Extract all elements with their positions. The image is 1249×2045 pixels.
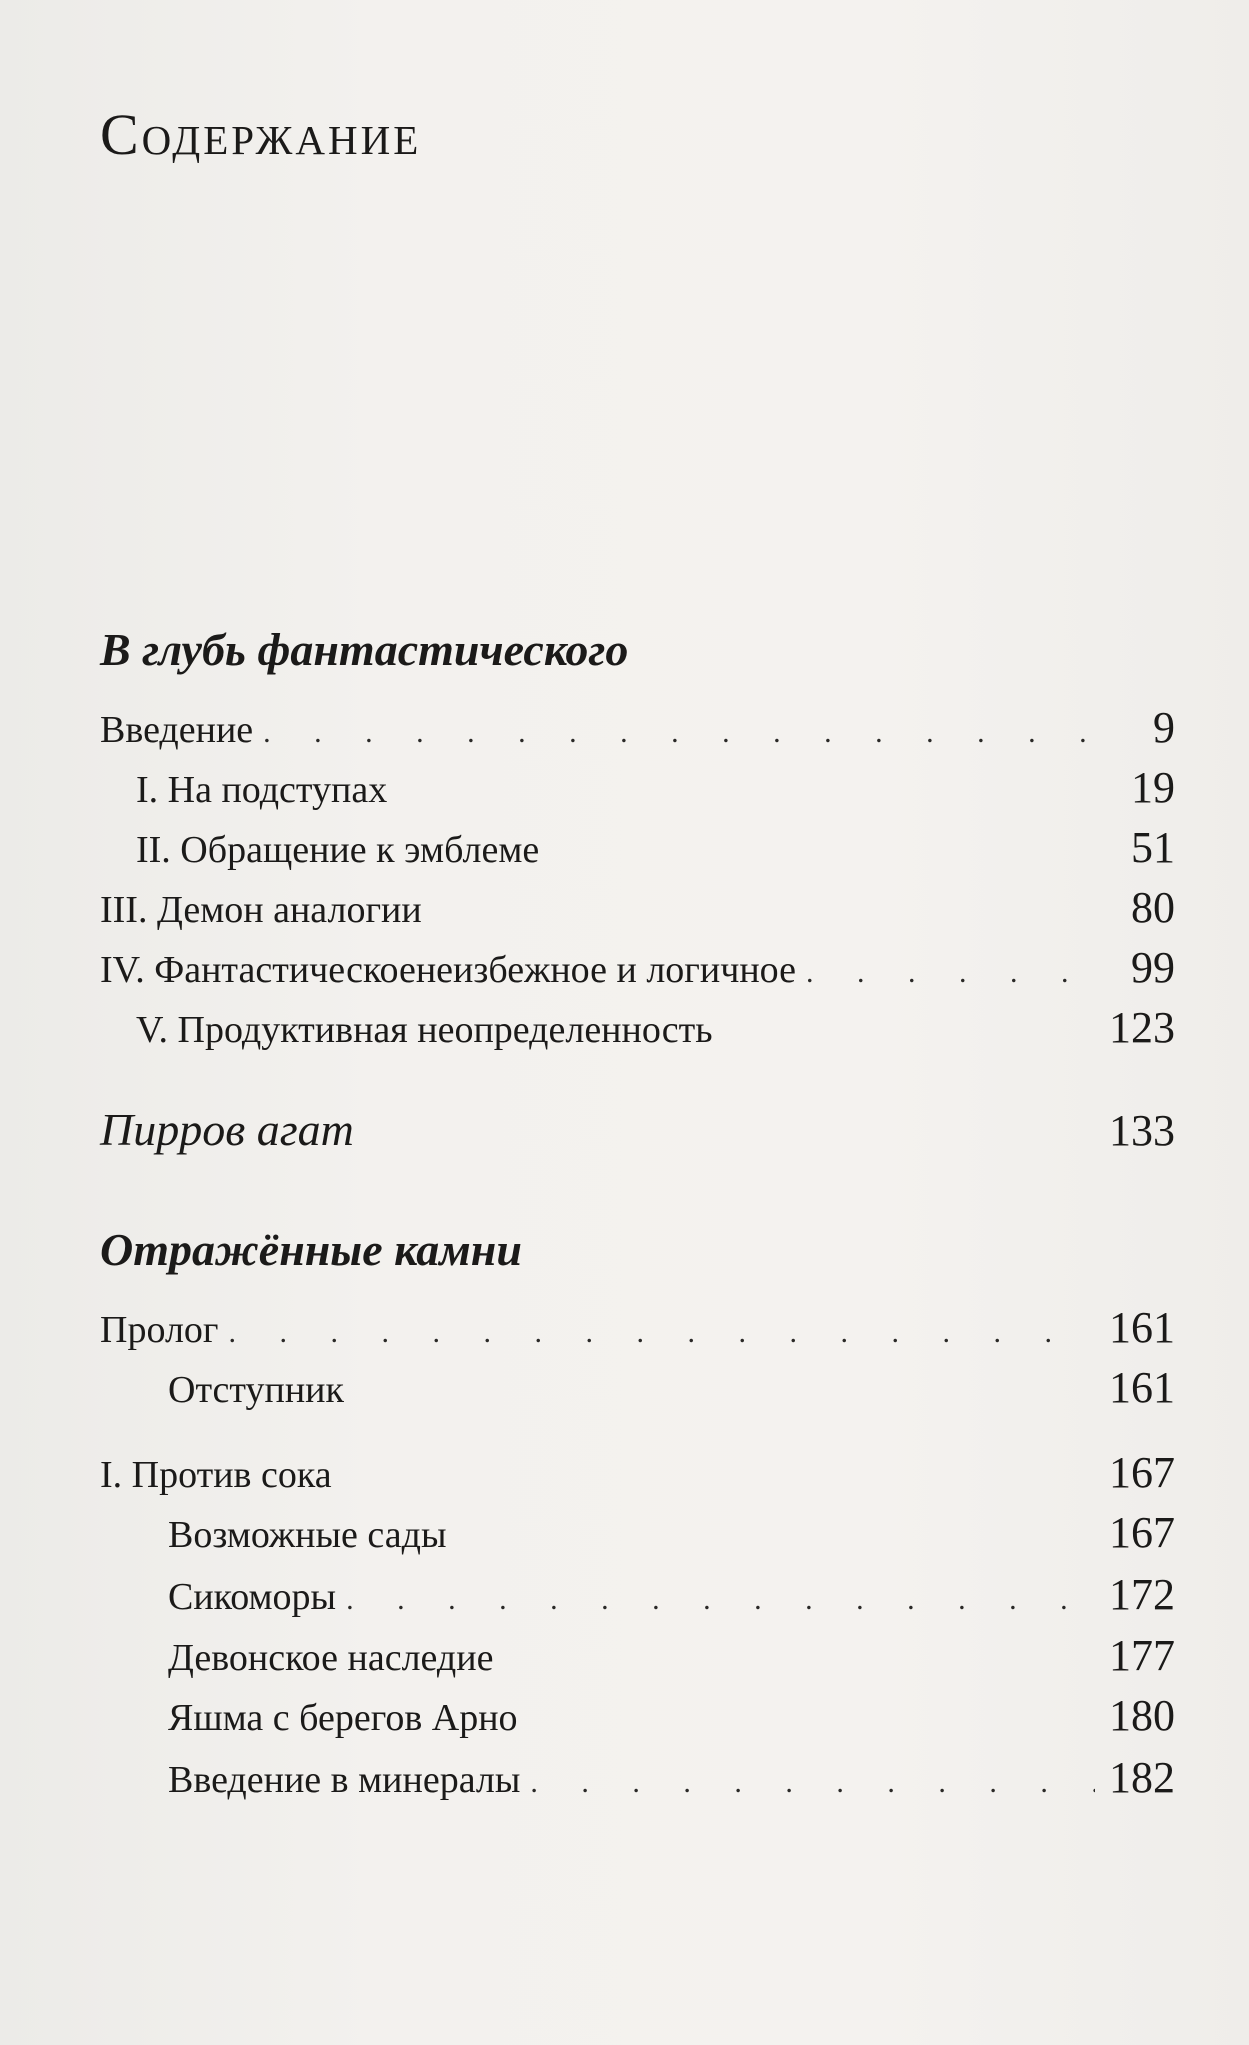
part-title: Отражённые камни: [100, 1224, 522, 1275]
entry-label: Пролог: [100, 1309, 219, 1351]
entry-page-number: 167: [1109, 1508, 1175, 1557]
toc-part-entry[interactable]: [100, 1100, 1175, 1160]
entry-page-number: 167: [1109, 1448, 1175, 1497]
entry-label: Сикоморы: [168, 1576, 337, 1618]
toc-entry[interactable]: [100, 700, 1175, 756]
entry-page-number: 177: [1109, 1631, 1175, 1680]
part-title: Пирров агат: [100, 1104, 354, 1155]
entry-label: IV. Фантастическоенеизбежное и логичное: [100, 949, 796, 991]
entry-page-number: 19: [1131, 763, 1175, 812]
entry-page-number: 9: [1153, 703, 1175, 752]
toc-entry[interactable]: [100, 1445, 1175, 1501]
entry-page-number: 51: [1131, 823, 1175, 872]
toc-entry[interactable]: [100, 1000, 1175, 1056]
entry-label: Возможные сады: [168, 1514, 447, 1556]
entry-page-number: 133: [1109, 1106, 1175, 1155]
entry-label: Яшма с берегов Арно: [168, 1697, 518, 1739]
entry-page-number: 80: [1131, 883, 1175, 932]
entry-label: Отступник: [168, 1369, 344, 1411]
dot-leader: [346, 1572, 1095, 1628]
entry-label: I. Против сока: [100, 1454, 332, 1496]
toc-entry[interactable]: [100, 1300, 1175, 1356]
dot-leader: [806, 945, 1101, 1001]
toc-entry[interactable]: [100, 940, 1175, 996]
entry-label: II. Обращение к эмблеме: [136, 829, 540, 871]
entry-page-number: 123: [1109, 1003, 1175, 1052]
entry-label: III. Демон аналогии: [100, 889, 422, 931]
toc-entry[interactable]: [100, 760, 1175, 816]
toc-entry[interactable]: [100, 1750, 1175, 1806]
toc-title: Содержание: [100, 102, 422, 167]
toc-entry[interactable]: [100, 1567, 1175, 1623]
entry-page-number: 99: [1131, 943, 1175, 992]
dot-leader: [530, 1755, 1095, 1811]
toc-entry[interactable]: [100, 820, 1175, 876]
dot-leader: [263, 705, 1101, 761]
toc-entry[interactable]: [100, 1360, 1175, 1416]
entry-page-number: 180: [1109, 1691, 1175, 1740]
entry-page-number: 161: [1109, 1303, 1175, 1352]
entry-label: Девонское наследие: [168, 1637, 494, 1679]
entry-page-number: 172: [1109, 1570, 1175, 1619]
toc-entry[interactable]: [100, 1628, 1175, 1684]
dot-leader: [229, 1305, 1096, 1361]
toc-entry[interactable]: [100, 1505, 1175, 1561]
entry-label: Введение: [100, 709, 254, 751]
entry-label: V. Продуктивная неопределенность: [136, 1009, 713, 1051]
part-title: В глубь фантастического: [100, 624, 629, 675]
toc-entry[interactable]: [100, 1688, 1175, 1744]
entry-label: I. На подступах: [136, 769, 388, 811]
entry-page-number: 161: [1109, 1363, 1175, 1412]
entry-label: Введение в минералы: [168, 1759, 521, 1801]
entry-page-number: 182: [1109, 1753, 1175, 1802]
toc-entry[interactable]: [100, 880, 1175, 936]
